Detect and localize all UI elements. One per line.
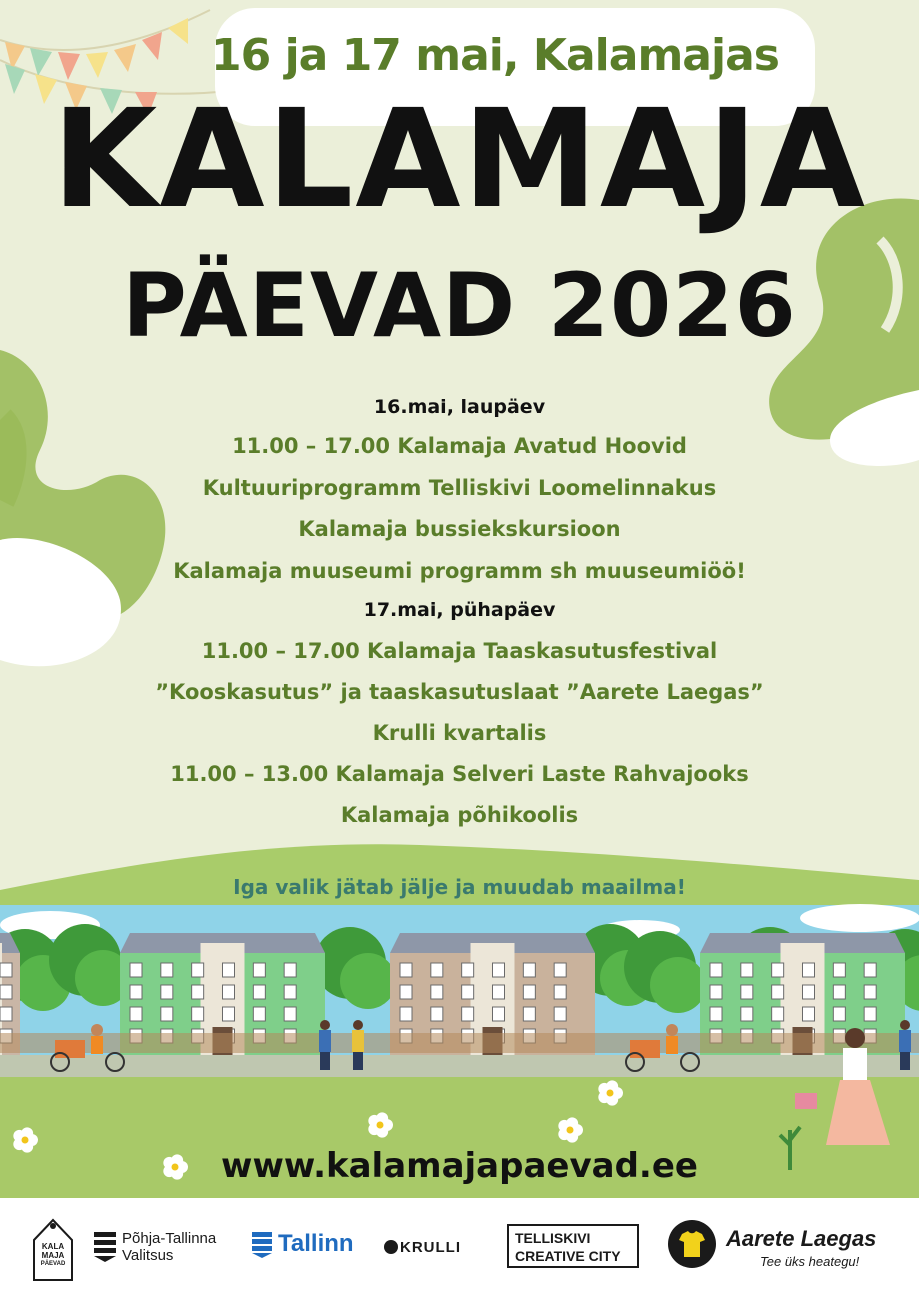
woman-top — [843, 1048, 867, 1080]
day2-heading: 17.mai, pühapäev — [363, 599, 556, 621]
house-window — [192, 963, 204, 977]
daisy-center — [377, 1122, 384, 1129]
event-dates: 16 ja 17 mai, Kalamajas — [211, 30, 779, 81]
daisy-center — [22, 1137, 29, 1144]
tree — [340, 953, 396, 1009]
tree — [650, 957, 706, 1013]
title-kalamaja: KALAMAJA — [52, 81, 867, 239]
house-window — [130, 985, 142, 999]
house-window — [462, 985, 474, 999]
pedestrian-legs — [320, 1052, 330, 1070]
house-window — [0, 963, 12, 977]
woman-head — [845, 1028, 865, 1048]
house-window — [0, 1007, 12, 1021]
house-window — [741, 963, 753, 977]
house-window — [253, 985, 265, 999]
house-window — [130, 963, 142, 977]
bike-wheel — [681, 1053, 699, 1071]
woman-skirt — [826, 1080, 890, 1145]
house-window — [554, 985, 566, 999]
cargo-bike — [55, 1040, 85, 1058]
pedestrian-body — [899, 1030, 911, 1052]
pedestrian-body — [319, 1030, 331, 1052]
tallinn-icon — [252, 1232, 272, 1258]
house-window — [284, 963, 296, 977]
house-window — [772, 963, 784, 977]
pedestrian-head — [320, 1020, 330, 1030]
tshirt-icon — [668, 1220, 716, 1268]
house-window — [161, 985, 173, 999]
house-window — [523, 1007, 535, 1021]
house-window — [192, 1007, 204, 1021]
house-window — [223, 963, 235, 977]
slogan: Iga valik jätab jälje ja muudab maailma! — [233, 875, 686, 899]
house-window — [523, 985, 535, 999]
pedestrian-legs — [353, 1052, 363, 1070]
logo-line: PÄEVAD — [40, 1261, 66, 1267]
house-window — [284, 1007, 296, 1021]
cargo-bike — [630, 1040, 660, 1058]
house-window — [772, 1007, 784, 1021]
day2-item: 11.00 – 17.00 Kalamaja Taaskasutusfestival — [201, 639, 718, 663]
house-window — [431, 985, 443, 999]
day2-item: Kalamaja põhikoolis — [340, 803, 579, 827]
house-window — [710, 963, 722, 977]
house-window — [710, 1007, 722, 1021]
pedestrian-body — [352, 1030, 364, 1052]
house-window — [431, 1007, 443, 1021]
house-window — [223, 1007, 235, 1021]
website-link[interactable]: www.kalamajapaevad.ee — [221, 1146, 698, 1186]
aarete-laegas-badge — [668, 1220, 716, 1268]
logo-line: MAJA — [41, 1251, 65, 1260]
house-window — [833, 1007, 845, 1021]
cyclist-head — [666, 1024, 678, 1036]
house-window — [864, 963, 876, 977]
logo-line: Valitsus — [122, 1247, 174, 1264]
cyclist-body — [666, 1036, 678, 1054]
logo-line: Põhja-Tallinna — [122, 1230, 217, 1247]
pohja-tallinn-logo — [122, 1230, 216, 1264]
pedestrian-head — [900, 1020, 910, 1030]
sponsor-footer — [0, 1198, 919, 1300]
watering-can — [795, 1093, 817, 1109]
house-window — [864, 985, 876, 999]
pedestrian-legs — [900, 1052, 910, 1070]
house-window — [161, 963, 173, 977]
house-window — [130, 1007, 142, 1021]
house-window — [462, 963, 474, 977]
kalamaja-paevad-logo — [32, 1216, 74, 1282]
day2-item: Krulli kvartalis — [372, 721, 547, 745]
house-window — [554, 1007, 566, 1021]
bike-wheel — [106, 1053, 124, 1071]
day1-item: 11.00 – 17.00 Kalamaja Avatud Hoovid — [232, 434, 687, 458]
house-window — [803, 963, 815, 977]
house-window — [431, 963, 443, 977]
logo-line: CREATIVE CITY — [515, 1248, 621, 1264]
house-window — [284, 985, 296, 999]
house-window — [493, 963, 505, 977]
aarete-laegas-tagline: Tee üks heategu! — [760, 1254, 860, 1269]
house-window — [462, 1007, 474, 1021]
day1-item: Kultuuriprogramm Telliskivi Loomelinnakus — [202, 476, 717, 500]
fence — [0, 1033, 919, 1053]
pedestrian-head — [353, 1020, 363, 1030]
krulli-logo: KRULLI — [400, 1239, 461, 1256]
cyclist-head — [91, 1024, 103, 1036]
day1-item: Kalamaja muuseumi programm sh muuseumiöö! — [173, 559, 746, 583]
title-paevad-2026: PÄEVAD 2026 — [122, 254, 797, 357]
house-window — [493, 1007, 505, 1021]
house-window — [741, 1007, 753, 1021]
house-window — [803, 985, 815, 999]
house-window — [803, 1007, 815, 1021]
cyclist-body — [91, 1036, 103, 1054]
house-window — [253, 963, 265, 977]
logo-line: TELLISKIVI — [515, 1230, 591, 1246]
house-window — [253, 1007, 265, 1021]
house-window — [772, 985, 784, 999]
house-window — [741, 985, 753, 999]
house-window — [833, 985, 845, 999]
house-window — [710, 985, 722, 999]
telliskivi-logo — [507, 1224, 639, 1268]
house-window — [400, 1007, 412, 1021]
aarete-laegas-logo: Aarete Laegas — [726, 1226, 877, 1251]
day2-item: ”Kooskasutus” ja taaskasutuslaat ”Aarete Laegas” — [155, 680, 764, 704]
krulli-dot-icon — [384, 1240, 398, 1254]
house-window — [554, 963, 566, 977]
house-window — [400, 985, 412, 999]
house-window — [0, 985, 12, 999]
day2-item: 11.00 – 13.00 Kalamaja Selveri Laste Rahvajooks — [170, 762, 749, 786]
daisy-center — [567, 1127, 574, 1134]
pohja-tallinn-icon — [94, 1232, 116, 1262]
house-window — [223, 985, 235, 999]
tallinn-logo: Tallinn — [278, 1230, 354, 1257]
day1-heading: 16.mai, laupäev — [373, 396, 546, 418]
house-window — [400, 963, 412, 977]
house-window — [864, 1007, 876, 1021]
house-window — [161, 1007, 173, 1021]
house-window — [192, 985, 204, 999]
daisy-center — [607, 1090, 614, 1097]
house-window — [493, 985, 505, 999]
day1-item: Kalamaja bussiekskursioon — [298, 517, 621, 541]
logo-line: KALA — [41, 1242, 65, 1251]
house-window — [833, 963, 845, 977]
house-window — [523, 963, 535, 977]
